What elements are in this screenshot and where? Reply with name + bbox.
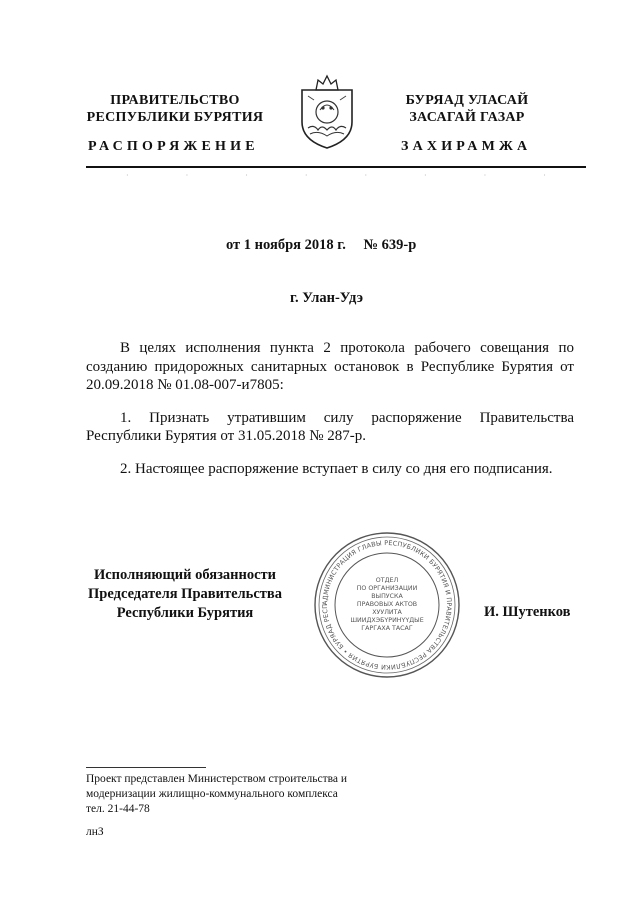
header-rule bbox=[86, 166, 586, 168]
signatory-title-line3: Республики Бурятия bbox=[116, 605, 254, 621]
stamp-center-line: ПРАВОВЫХ АКТОВ bbox=[356, 601, 418, 608]
header-left bbox=[70, 92, 280, 126]
stamp-center-line: ХУУЛИТА bbox=[372, 609, 402, 616]
footer-line3: тел. 21-44-78 bbox=[86, 803, 150, 815]
doc-type-left: РАСПОРЯЖЕНИЕ bbox=[88, 139, 259, 154]
footer-rule bbox=[86, 767, 206, 768]
doc-type-right: ЗАХИРАМЖА bbox=[401, 139, 532, 154]
header-left-line1: ПРАВИТЕЛЬСТВО bbox=[110, 93, 240, 108]
official-seal-stamp bbox=[312, 530, 462, 680]
signatory-title-line2: Председателя Правительства bbox=[88, 586, 282, 602]
footer-line2: модернизации жилищно-коммунального комплекса bbox=[86, 788, 338, 800]
document-city: г. Улан-Удэ bbox=[290, 290, 363, 306]
header-left-line2: РЕСПУБЛИКИ БУРЯТИЯ bbox=[86, 110, 264, 125]
header-rule-dots: · · · · · · · · bbox=[126, 171, 546, 180]
stamp-ring-text: АДМИНИСТРАЦИЯ ГЛАВЫ РЕСПУБЛИКИ БУРЯТИЯ И ПРАВИТЕЛЬСТВА РЕСПУБЛИКИ БУРЯТИЯ • БУРЯАД РЕСП bbox=[320, 538, 454, 672]
signatory-title bbox=[78, 566, 292, 623]
document-date: от 1 ноября 2018 г. bbox=[226, 237, 346, 253]
footer-code: лнЗ bbox=[86, 826, 104, 838]
paragraph-item-1: 1. Признать утратившим силу распоряжение Правительства Республики Бурятия от 31.05.2018 № 287-р. bbox=[86, 409, 574, 444]
stamp-center-line: ПО ОРГАНИЗАЦИИ bbox=[356, 585, 418, 592]
header-right bbox=[392, 92, 542, 126]
document-body bbox=[86, 339, 574, 478]
paragraph-item-2: 2. Настоящее распоряжение вступает в силу со дня его подписания. bbox=[120, 460, 553, 477]
footer-line1: Проект представлен Министерством строительства и bbox=[86, 773, 348, 785]
signatory-title-line1: Исполняющий обязанности bbox=[93, 567, 277, 583]
header-right-line2: ЗАСАГАЙ ГАЗАР bbox=[409, 110, 525, 125]
document-number: № 639-р bbox=[363, 237, 417, 253]
stamp-center-line: ГАРГАХА ТАСАГ bbox=[361, 625, 413, 632]
stamp-center-line: ОТДЕЛ bbox=[375, 577, 399, 584]
paragraph-preamble: В целях исполнения пункта 2 протокола рабочего совещания по созданию придорожных санитарных остановок в Республике Бурятия от 20.09.2018 № 01.08-007-и7805: bbox=[86, 340, 574, 393]
footer-note bbox=[86, 772, 406, 840]
header-right-line1: БУРЯАД УЛАСАЙ bbox=[405, 93, 529, 108]
document-date-number bbox=[226, 237, 416, 254]
stamp-center-line: ШИИДХЭБҮРИНҮҮДЫЕ bbox=[350, 617, 424, 624]
coat-of-arms-emblem bbox=[296, 70, 358, 152]
signatory-name: И. Шутенков bbox=[484, 604, 571, 620]
stamp-center-line: ВЫПУСКА bbox=[371, 593, 403, 600]
